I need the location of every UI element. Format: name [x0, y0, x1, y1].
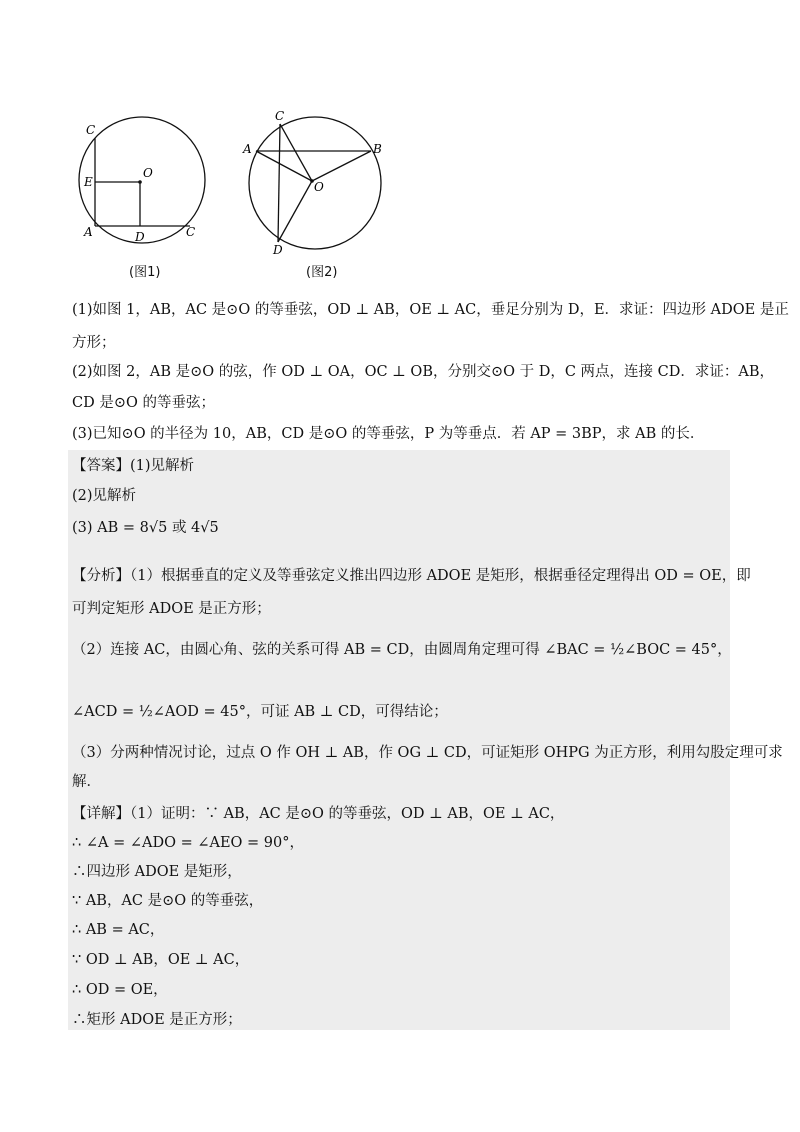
- detail-line-7: ∴ OD = OE，: [72, 982, 168, 998]
- label-c-right: C: [186, 225, 196, 239]
- detail-line-6: ∵ OD ⊥ AB，OE ⊥ AC，: [72, 952, 250, 968]
- center-point: [138, 180, 142, 184]
- figure-2-caption: (图2): [306, 265, 338, 280]
- chord-cd: [278, 124, 280, 242]
- analysis-line-6: 解．: [72, 774, 101, 790]
- detail-line-4: ∵ AB，AC 是⊙O 的等垂弦，: [72, 893, 264, 909]
- label-o: O: [314, 180, 324, 194]
- analysis-line-5: （3）分两种情况讨论，过点 O 作 OH ⊥ AB，作 OG ⊥ CD，可证矩形 OHPG 为正方形，利用勾股定理可求: [72, 745, 783, 761]
- question-1-line-2: 方形；: [72, 335, 116, 351]
- detail-line-3: ∴四边形 ADOE 是矩形，: [72, 864, 242, 880]
- answer-2: (2)见解析: [72, 488, 137, 504]
- label-e: E: [84, 175, 93, 189]
- figure-1-caption: (图1): [129, 265, 161, 280]
- figure-1-diagram: [70, 110, 220, 245]
- answer-3: (3) AB = 8√5 或 4√5: [72, 520, 219, 536]
- label-c: C: [275, 109, 285, 123]
- label-d: D: [273, 243, 283, 256]
- analysis-line-1: 【分析】（1）根据垂直的定义及等垂弦定义推出四边形 ADOE 是矩形，根据垂径定理得出 OD = OE，即: [72, 568, 751, 584]
- label-a: A: [243, 142, 252, 156]
- answer-1: 【答案】(1)见解析: [72, 458, 195, 474]
- detail-line-5: ∴ AB = AC，: [72, 922, 165, 938]
- figure-2-diagram: [238, 106, 388, 256]
- question-2-line-2: CD 是⊙O 的等垂弦；: [72, 395, 215, 411]
- label-b: B: [373, 142, 382, 156]
- segment-od: [278, 181, 312, 242]
- question-1-line-1: (1)如图 1，AB，AC 是⊙O 的等垂弦，OD ⊥ AB，OE ⊥ AC，垂足分别为 D，E．求证：四边形 ADOE 是正: [72, 302, 789, 318]
- analysis-line-2: 可判定矩形 ADOE 是正方形；: [72, 601, 271, 617]
- detail-line-1: 【详解】（1）证明：∵ AB，AC 是⊙O 的等垂弦，OD ⊥ AB，OE ⊥ AC，: [72, 806, 565, 822]
- label-a: A: [84, 225, 93, 239]
- detail-line-8: ∴矩形 ADOE 是正方形；: [72, 1012, 242, 1028]
- question-3-line: (3)已知⊙O 的半径为 10，AB，CD 是⊙O 的等垂弦，P 为等垂点．若 AP = 3BP，求 AB 的长．: [72, 426, 705, 442]
- analysis-line-3: （2）连接 AC，由圆心角、弦的关系可得 AB = CD，由圆周角定理可得 ∠BAC = ½∠BOC = 45°，: [72, 642, 732, 658]
- detail-line-2: ∴ ∠A = ∠ADO = ∠AEO = 90°，: [72, 835, 304, 851]
- label-c-top: C: [86, 123, 96, 137]
- question-2-line-1: (2)如图 2，AB 是⊙O 的弦，作 OD ⊥ OA，OC ⊥ OB，分别交⊙O 于 D，C 两点，连接 CD．求证：AB，: [72, 364, 775, 380]
- analysis-line-4: ∠ACD = ½∠AOD = 45°，可证 AB ⊥ CD，可得结论；: [72, 704, 448, 720]
- segment-ob: [312, 151, 371, 181]
- label-d: D: [135, 230, 145, 244]
- label-o: O: [143, 166, 153, 180]
